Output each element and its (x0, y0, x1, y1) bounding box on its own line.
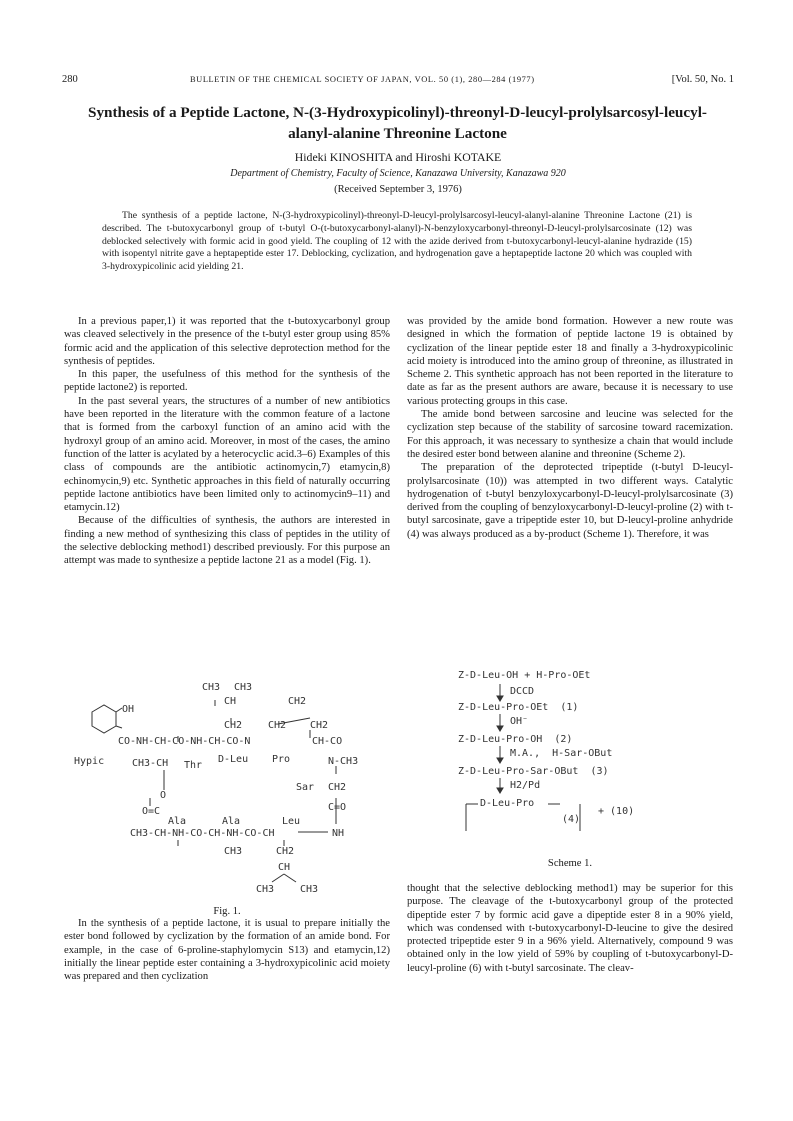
label-ch3: CH3 (256, 884, 275, 895)
paragraph: In the past several years, the structures of a number of new antibiotics have been reported in the literature with the common feature of a lactone that is formed from the carboxyl function of an amino acid with the hydroxyl group of an amino acid. Moreover, in most of the cases, the amino function of the latter is acylated by a heterocyclic acid.3–6) Examples of this class of compounds are the antibiotic actinomycin,7) etamycin,8) echinomycin,9) etc. Synthetic approaches in this field of naturally occurring peptide lactone antibiotics have been limited only to actinomycin9–11) and etamycin.12) (64, 395, 390, 514)
label-ch3: CH3 (234, 682, 253, 693)
paragraph: In the synthesis of a peptide lactone, it is usual to prepare initially the ester bond followed by cyclization by the formation of an amide bond. For example, in the case of 6-proline-staphylomycin S13) and etamycin,12) initially the linear peptide ester containing a 3-hydroxypicolinic acid moiety was prepared and then cyclization (64, 918, 390, 983)
received-date: (Received September 3, 1976) (334, 184, 462, 195)
label-oc: O=C (142, 806, 161, 817)
scheme-1-caption: Scheme 1. (547, 858, 593, 869)
scheme-reagent: DCCD (510, 686, 535, 697)
arrowhead (497, 788, 503, 793)
label-ch2: CH2 (288, 696, 307, 707)
label-bottom-chain: CH3-CH-NH-CO-CH-NH-CO-CH (130, 828, 275, 839)
label-leu: Leu (282, 816, 301, 827)
paragraph: The amide bond between sarcosine and leucine was selected for the cyclization step because of the stability of sarcosine toward racemization. For this approach, it was necessary to synthesize a chain that would include the desired ester bond between alanine and threonine (Scheme 2). (407, 409, 733, 460)
label-ch: CH (224, 696, 237, 707)
scheme-reagent: OH⁻ (510, 716, 529, 727)
label-ch-co: CH-CO (312, 736, 343, 747)
label-o: O (160, 790, 167, 801)
label-ch3: CH3 (202, 682, 221, 693)
paragraph: In a previous paper,1) it was reported that the t-butoxycarbonyl group was cleaved selectively in the presence of the t-butyl ester group using 85% formic acid and the application of this selective deprotection method for the synthesis of peptides. (64, 316, 390, 367)
abstract: The synthesis of a peptide lactone, N-(3-hydroxypicolinyl)-threonyl-D-leucyl-prolylsarcosyl-leucyl-alanyl-alanine Threonine Lactone (21) is described. The t-butoxycarbonyl group of t-butyl O-(t-butoxycarbonyl-alanyl)-N-benzyloxycarbonyl-threonyl-D-leucyl-prolylsarcosinate (12) was deblocked selectively with formic acid in good yield. The coupling of 12 with the azide derived from t-butoxycarbonyl-leucyl-alanine hydrazide (15) with isopentyl nitrite gave a heptapeptide ester 17. Deblocking, cyclization, and hydrogenation gave a heptapeptide lactone 20 which was coupled with 3-hydroxypicolinic acid yielding 21. (102, 210, 692, 273)
paragraph: In this paper, the usefulness of this method for the synthesis of the peptide lactone2) is reported. (64, 369, 390, 394)
label-ala: Ala (168, 816, 187, 827)
volume-label: [Vol. 50, No. 1 (671, 74, 734, 85)
scheme-compound-number: (4) (562, 814, 581, 825)
label-thr-ch: CH3-CH (132, 758, 169, 769)
label-sar: Sar (296, 782, 315, 793)
scheme-reagent: H2/Pd (510, 780, 541, 791)
right-column-top (407, 315, 733, 541)
left-column-top (64, 315, 390, 568)
journal-name: BULLETIN OF THE CHEMICAL SOCIETY OF JAPAN, VOL. 50 (1), 280—284 (1977) (190, 75, 535, 84)
label-dleu: D-Leu (218, 754, 249, 765)
bond (116, 726, 122, 728)
scheme-line: + (10) (598, 806, 635, 817)
label-nh: NH (332, 828, 345, 839)
scheme-line: D-Leu-Pro (480, 798, 535, 809)
paragraph: Because of the difficulties of synthesis, the authors are interested in finding a new method of synthesizing this class of peptides in the utility of the selective deblocking method1) described previously. For this purpose an attempt was made to synthesize a peptide lactone 21 as a model (Fig. 1). (64, 515, 390, 567)
paragraph: The preparation of the deprotected tripeptide (t-butyl D-leucyl-prolylsarcosinate (10)) was attempted in two different ways. Catalytic hydrogenation of t-butyl benzyloxycarbonyl-D-leucyl-prolylsarcosinate (3) derived from the coupling of benzyloxycarbonyl-D-leucyl-proline (2) with t-butyl sarcosinate, gave a tripeptide ester 10, but D-leucyl-proline anhydride (4) was always produced as a by-product (Scheme 1). Therefore, it was (407, 462, 733, 540)
paragraph: thought that the selective deblocking method1) may be superior for this purpose. The cleavage of the t-butoxycarbonyl group of the protected dipeptide ester 7 by formic acid gave a dipeptide ester 8 in a 90% yield, which was condensed with t-butoxycarbonyl-D-leucine to give the desired protected tripeptide ester 9 in a 96% yield. Alternatively, compound 9 was obtained only in the low yield of 59% by coupling of t-butoxycarbonyl-D-leucyl-proline (6) with t-butyl sarcosinate. The cleav- (407, 883, 733, 974)
arrowhead (497, 696, 503, 701)
authors: Hideki KINOSHITA and Hiroshi KOTAKE (294, 150, 502, 164)
left-column-bottom (64, 917, 390, 983)
arrowhead (497, 726, 503, 731)
scheme-line: Z-D-Leu-Pro-Sar-OBut (3) (458, 766, 609, 777)
label-co: C=O (328, 802, 347, 813)
arrowhead (497, 758, 503, 763)
label-nch3: N-CH3 (328, 756, 359, 767)
scheme-line: Z-D-Leu-Pro-OH (2) (458, 734, 573, 745)
label-ch2: CH2 (276, 846, 295, 857)
label-ala: Ala (222, 816, 241, 827)
page-number: 280 (62, 74, 78, 85)
label-hypic: Hypic (74, 756, 105, 767)
scheme-line: Z-D-Leu-OH + H-Pro-OEt (458, 670, 591, 681)
scheme-reagent: M.A., H-Sar-OBut (510, 748, 613, 759)
label-ch2: CH2 (328, 782, 347, 793)
right-column-bottom (407, 882, 733, 975)
paragraph: was provided by the amide bond formation. However a new route was designed in which the formation of peptide lactone 19 is obtained by cyclization of the linear peptide ester 18 and finally a 3-hydroxypicolinic acid moiety is introduced into the amino group of threonine, as illustrated in Scheme 2. This synthetic approach has not been reported in the literature to date as far as the present authors are aware, because it is necessary to use various protecting groups in this case. (407, 316, 733, 407)
figure-1-structure (66, 678, 386, 900)
label-backbone: CO-NH-CH-CO-NH-CH-CO-N (118, 736, 251, 747)
bond (272, 874, 284, 882)
bond (284, 874, 296, 882)
label-thr: Thr (184, 760, 203, 771)
label-pro: Pro (272, 754, 291, 765)
article-title: Synthesis of a Peptide Lactone, N-(3-Hydroxypicolinyl)-threonyl-D-leucyl-prolylsarcosyl-leucyl-alanyl-alanine Threonine Lactone (88, 104, 707, 142)
label-oh: OH (122, 704, 135, 715)
running-head (62, 74, 734, 88)
affiliation: Department of Chemistry, Faculty of Science, Kanazawa University, Kanazawa 920 (230, 168, 566, 179)
scheme-1 (452, 666, 722, 831)
scheme-line: Z-D-Leu-Pro-OEt (1) (458, 702, 579, 713)
label-ch: CH (278, 862, 291, 873)
label-ch2: CH2 (310, 720, 329, 731)
label-ch3: CH3 (300, 884, 319, 895)
label-ch3: CH3 (224, 846, 243, 857)
label-ch2: CH2 (224, 720, 243, 731)
figure-1-caption: Fig. 1. (213, 906, 241, 917)
label-ch2: CH2 (268, 720, 287, 731)
pyridine-ring (92, 705, 116, 733)
